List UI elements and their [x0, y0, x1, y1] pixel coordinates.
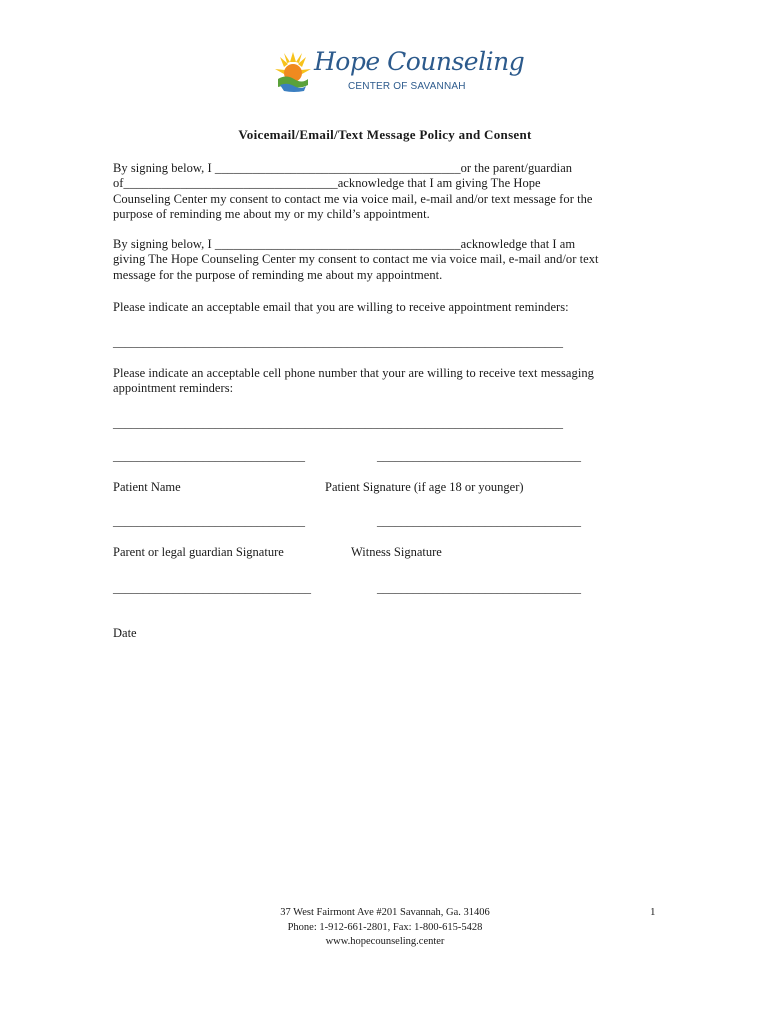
paragraph-line: of__________________________________acknowledge that I am giving The Hope — [113, 176, 541, 191]
guardian-signature-line[interactable]: ________________________________ — [113, 514, 305, 528]
witness-signature-line[interactable]: __________________________________ — [377, 514, 581, 528]
paragraph-line: By signing below, I _______________________________________acknowledge that I am — [113, 237, 576, 251]
consent-paragraph-1 — [113, 161, 653, 222]
logo-title: Hope Counseling — [314, 47, 525, 76]
footer-address: 37 West Fairmont Ave #201 Savannah, Ga. 31406 — [280, 907, 490, 918]
date-label: Date — [113, 626, 137, 640]
patient-name-label: Patient Name — [113, 480, 181, 494]
paragraph-line: appointment reminders: — [113, 381, 234, 396]
phone-field-line[interactable]: ___________________________________________________________________________ — [113, 416, 563, 430]
consent-paragraph-2 — [113, 237, 653, 283]
patient-name-line[interactable]: ________________________________ — [113, 449, 305, 463]
paragraph-line: Please indicate an acceptable cell phone number that your are willing to receive text messaging — [113, 366, 594, 380]
paragraph-line: By signing below, I _______________________________________or the parent/guardian — [113, 161, 573, 175]
logo-subtitle: CENTER OF SAVANNAH — [348, 81, 466, 92]
patient-signature-label: Patient Signature (if age 18 or younger) — [325, 480, 524, 494]
paragraph-line: purpose of reminding me about my or my child’s appointment. — [113, 206, 430, 221]
page-number: 1 — [650, 906, 656, 918]
date-line[interactable]: _________________________________ — [113, 581, 311, 595]
footer-phone: Phone: 1-912-661-2801, Fax: 1-800-615-5428 — [287, 921, 483, 933]
patient-signature-line[interactable]: __________________________________ — [377, 449, 581, 463]
email-field-line[interactable]: ___________________________________________________________________________ — [113, 335, 563, 349]
extra-signature-line[interactable]: __________________________________ — [377, 581, 581, 595]
footer-website: www.hopecounseling.center — [325, 936, 445, 947]
phone-prompt — [113, 366, 653, 397]
witness-signature-label: Witness Signature — [351, 545, 442, 559]
guardian-signature-label: Parent or legal guardian Signature — [113, 545, 284, 559]
sun-logo-icon — [274, 49, 312, 93]
email-prompt: Please indicate an acceptable email that you are willing to receive appointment reminders: — [113, 300, 569, 314]
paragraph-line: message for the purpose of reminding me about my appointment. — [113, 267, 443, 282]
document-title: Voicemail/Email/Text Message Policy and Consent — [238, 127, 532, 142]
paragraph-line: Counseling Center my consent to contact me via voice mail, e-mail and/or text message for the — [113, 191, 593, 206]
paragraph-line: giving The Hope Counseling Center my consent to contact me via voice mail, e-mail and/or text — [113, 252, 599, 267]
logo — [274, 47, 525, 99]
